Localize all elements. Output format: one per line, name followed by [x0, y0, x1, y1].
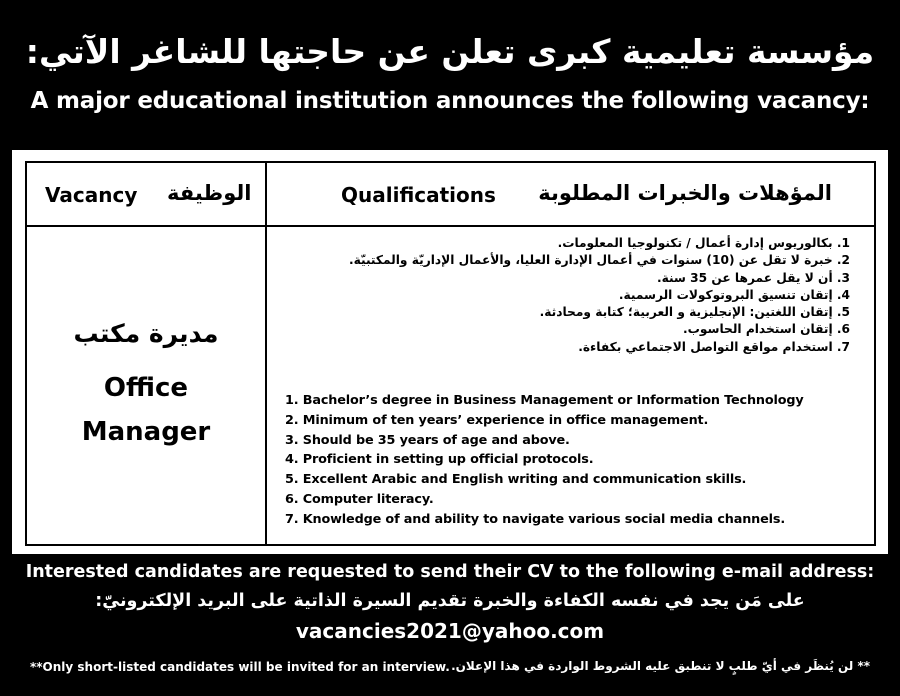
list-item: 2. Minimum of ten years’ experience in office management.: [285, 412, 709, 428]
vacancy-title-ar: مديرة مكتب: [73, 319, 219, 348]
table-header-row: [27, 163, 874, 227]
qualifications-header-en: Qualifications: [341, 183, 496, 207]
vacancy-header-ar: الوظيفة: [167, 181, 252, 205]
email-address[interactable]: vacancies2021@yahoo.com: [295, 619, 605, 643]
list-item: 4. Proficient in setting up official protocols.: [285, 452, 594, 468]
list-item: 5. Excellent Arabic and English writing and communication skills.: [285, 472, 747, 488]
list-item: 3. Should be 35 years of age and above.: [285, 432, 570, 448]
instruction-en: Interested candidates are requested to send their CV to the following e-mail address:: [25, 562, 875, 582]
list-item: 1. بكالوريوس إدارة أعمال / تكنولوجيا المعلومات.: [557, 236, 850, 250]
vacancy-header-en: Vacancy: [45, 183, 138, 207]
header-arabic: مؤسسة تعليمية كبرى تعلن عن حاجتها للشاغر الآتي:: [25, 32, 875, 71]
list-item: 1. Bachelor’s degree in Business Management or Information Technology: [285, 393, 804, 408]
qualifications-header-ar: المؤهلات والخبرات المطلوبة: [538, 181, 832, 205]
vacancy-table: [25, 161, 876, 546]
list-item: 4. إتقان تنسيق البروتوكولات الرسمية.: [618, 287, 850, 302]
list-item: 7. Knowledge of and ability to navigate various social media channels.: [285, 511, 786, 527]
list-item: 6. Computer literacy.: [285, 491, 434, 507]
instruction-ar: على مَن يجد في نفسه الكفاءة والخبرة تقديم السيرة الذاتية على البريد الإلكترونيّ:: [95, 591, 805, 611]
column-divider: [265, 163, 267, 544]
list-item: 2. خبرة لا تقل عن (10) سنوات في أعمال الإدارة العليا، والأعمال الإداريّة والمكتبيّة.: [348, 253, 850, 268]
qualifications-list-ar: [290, 235, 850, 356]
list-item: 5. إتقان اللغتين: الإنجليزية و العربية؛ كتابة ومحادثة.: [539, 305, 850, 320]
list-item: 3. أن لا يقل عمرها عن 35 سنة.: [656, 270, 850, 285]
vacancy-title-en-line2: Manager: [81, 417, 211, 447]
note-en: **Only short-listed candidates will be invited for an interview.: [30, 660, 450, 674]
note-ar: ** لن يُنظَر في أيّ طلبٍ لا تنطبق عليه الشروط الواردة في هذا الإعلان.: [451, 659, 870, 673]
list-item: 7. استخدام مواقع التواصل الاجتماعي بكفاءة.: [578, 339, 850, 354]
qualifications-list-en: [285, 391, 865, 530]
vacancy-title-en-line1: Office: [103, 373, 189, 403]
list-item: 6. إتقان استخدام الحاسوب.: [682, 322, 850, 337]
header-english: A major educational institution announces the following vacancy:: [30, 88, 870, 114]
